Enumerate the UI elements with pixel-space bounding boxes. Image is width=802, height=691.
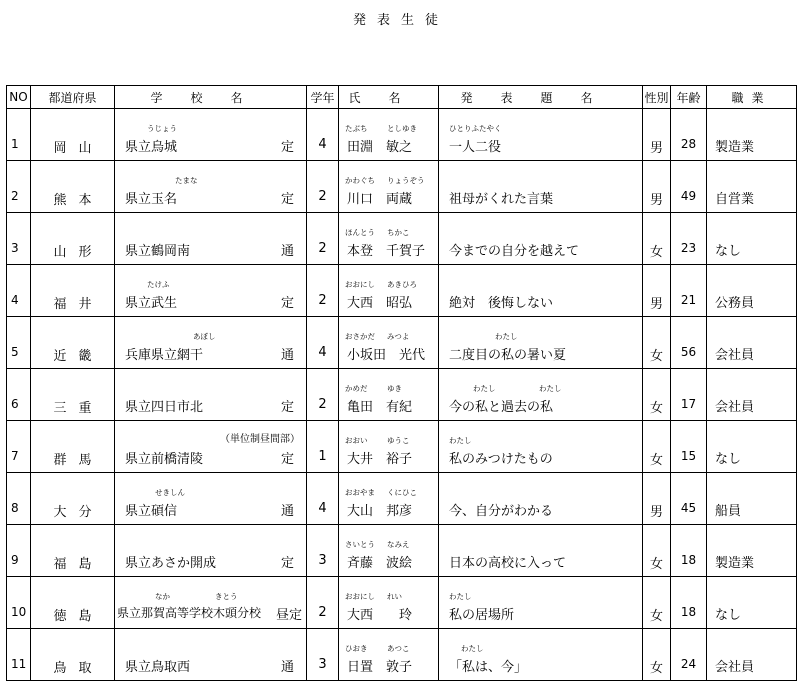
row-course: 定 (280, 192, 294, 207)
table-row (7, 525, 797, 577)
row-topic: 祖母がくれた言葉 (449, 192, 554, 207)
school-ruby: せきしん (155, 488, 185, 497)
row-name: 日置 敦子 (347, 660, 413, 675)
row-topic: 私の居場所 (449, 608, 515, 623)
school-ruby: あぼし (193, 332, 216, 341)
header-topic: 発表題名 (439, 86, 643, 109)
table-row (7, 265, 797, 317)
name-ruby-given: あつこ (387, 644, 410, 653)
row-name: 川口 両蔵 (347, 192, 413, 207)
page-title: 発表生徒 (352, 13, 449, 28)
name-ruby-family: ひおき (345, 644, 368, 653)
row-grade: 4 (318, 501, 327, 516)
name-ruby-family: おおい (345, 436, 368, 445)
row-job: 会社員 (715, 400, 755, 415)
row-school: 県立烏城 (125, 140, 178, 155)
row-course: 定 (280, 296, 294, 311)
school-ruby: なか (155, 592, 170, 601)
row-job: なし (715, 452, 742, 467)
row-no: 1 (11, 137, 19, 151)
name-ruby-given: みつよ (387, 332, 410, 341)
row-no: 3 (11, 241, 19, 255)
header-sex: 性別 (643, 86, 671, 109)
row-grade: 4 (318, 345, 327, 360)
row-prefecture: 岡山 (53, 141, 104, 156)
row-age: 45 (680, 501, 697, 515)
row-sex: 女 (649, 661, 663, 676)
name-ruby-family: かわぐち (345, 176, 375, 185)
row-name: 亀田 有紀 (347, 400, 413, 415)
school-ruby: たけふ (147, 280, 170, 289)
row-age: 15 (680, 449, 697, 463)
name-ruby-given: ちかこ (387, 228, 410, 237)
row-school: 県立あさか開成 (125, 556, 217, 571)
row-name: 大井 裕子 (347, 452, 413, 467)
row-no: 6 (11, 397, 19, 411)
row-prefecture: 近畿 (53, 349, 104, 364)
row-sex: 男 (649, 297, 663, 312)
row-grade: 3 (318, 657, 327, 672)
name-ruby-given: れい (387, 592, 402, 601)
row-course: 定 (280, 556, 294, 571)
row-topic: 「私は、今」 (449, 660, 528, 675)
row-prefecture: 徳島 (53, 609, 104, 624)
table-row (7, 473, 797, 525)
row-grade: 2 (318, 397, 327, 412)
row-job: なし (715, 608, 742, 623)
name-ruby-given: としゆき (387, 124, 417, 133)
row-course: 定 (280, 140, 294, 155)
row-age: 21 (680, 293, 697, 307)
row-course: 通 (280, 244, 294, 259)
name-ruby-family: おおやま (345, 488, 375, 497)
row-age: 23 (680, 241, 697, 255)
row-no: 5 (11, 345, 19, 359)
row-grade: 2 (318, 189, 327, 204)
name-ruby-given: ゆき (387, 384, 402, 393)
name-ruby-family: たぶち (345, 124, 368, 133)
row-grade: 1 (318, 449, 327, 464)
row-no: 8 (11, 501, 19, 515)
row-sex: 女 (649, 557, 663, 572)
row-topic: 私のみつけたもの (449, 452, 553, 467)
row-job: 会社員 (715, 348, 755, 363)
row-sex: 女 (649, 349, 663, 364)
row-no: 10 (11, 605, 27, 619)
row-prefecture: 福島 (53, 557, 104, 572)
school-ruby-2: きとう (215, 592, 238, 601)
row-sex: 男 (649, 141, 663, 156)
school-ruby: うじょう (147, 124, 177, 133)
row-sex: 女 (649, 401, 663, 416)
row-no: 4 (11, 293, 19, 307)
row-no: 2 (11, 189, 19, 203)
row-sex: 男 (649, 505, 663, 520)
topic-ruby: わたし (461, 644, 484, 653)
row-grade: 4 (318, 137, 327, 152)
row-school: 県立玉名 (125, 192, 178, 207)
school-ruby: たまな (175, 176, 198, 185)
row-topic: 二度目の私の暑い夏 (449, 348, 567, 363)
table-row (7, 161, 797, 213)
row-age: 56 (680, 345, 697, 359)
row-school: 県立碩信 (125, 504, 178, 519)
header-prefecture: 都道府県 (31, 86, 115, 109)
row-prefecture: 鳥取 (53, 661, 104, 676)
row-topic: 日本の高校に入って (449, 556, 567, 571)
row-no: 7 (11, 449, 19, 463)
row-school: 兵庫県立網干 (125, 348, 204, 363)
topic-ruby: ひとりふたやく (449, 124, 502, 133)
row-course: 通 (280, 348, 294, 363)
students-table (6, 85, 797, 681)
row-sex: 女 (649, 453, 663, 468)
row-grade: 3 (318, 553, 327, 568)
row-sex: 女 (649, 245, 663, 260)
table-row (7, 213, 797, 265)
row-grade: 2 (318, 605, 327, 620)
row-job: なし (715, 244, 742, 259)
row-topic: 一人二役 (449, 140, 502, 155)
header-row (7, 86, 797, 109)
header-no: NO (7, 86, 31, 109)
row-topic: 今までの自分を越えて (449, 244, 580, 259)
row-age: 49 (680, 189, 697, 203)
row-no: 9 (11, 553, 19, 567)
row-school: 県立那賀高等学校木頭分校 (117, 606, 262, 620)
header-job: 職業 (707, 86, 797, 109)
name-ruby-family: ほんとう (345, 228, 375, 237)
table-row (7, 317, 797, 369)
school-note: （単位制昼間部） (220, 434, 300, 445)
row-school: 県立鳥取西 (125, 660, 191, 675)
row-name: 斉藤 波絵 (347, 556, 413, 571)
row-school: 県立前橋清陵 (125, 452, 204, 467)
row-age: 28 (680, 137, 697, 151)
row-sex: 女 (649, 609, 663, 624)
row-course: 通 (280, 660, 294, 675)
header-age: 年齢 (671, 86, 707, 109)
row-grade: 2 (318, 241, 327, 256)
row-name: 田淵 敏之 (347, 140, 413, 155)
row-job: 自営業 (715, 192, 755, 207)
row-name: 大西 昭弘 (347, 296, 413, 311)
topic-ruby: わたし (473, 384, 496, 393)
row-prefecture: 群馬 (53, 453, 104, 468)
row-school: 県立鶴岡南 (125, 244, 191, 259)
row-job: 会社員 (715, 660, 755, 675)
row-job: 製造業 (715, 556, 755, 571)
topic-ruby: わたし (449, 592, 472, 601)
row-name: 大西 玲 (347, 608, 413, 623)
header-school: 学校名 (115, 86, 307, 109)
name-ruby-family: かめだ (345, 384, 368, 393)
row-topic: 今の私と過去の私 (449, 400, 554, 415)
row-course: 昼定 (275, 608, 302, 623)
row-age: 17 (680, 397, 697, 411)
name-ruby-family: おさかだ (345, 332, 375, 341)
header-grade: 学年 (307, 86, 339, 109)
row-age: 24 (680, 657, 697, 671)
topic-ruby: わたし (495, 332, 518, 341)
row-prefecture: 大分 (53, 505, 104, 520)
name-ruby-given: ゆうこ (387, 436, 410, 445)
row-topic: 絶対 後悔しない (449, 296, 554, 311)
table-row (7, 421, 797, 473)
row-course: 定 (280, 452, 294, 467)
row-grade: 2 (318, 293, 327, 308)
name-ruby-given: あきひろ (387, 280, 417, 289)
name-ruby-given: くにひこ (387, 488, 417, 497)
table-row (7, 629, 797, 681)
row-sex: 男 (649, 193, 663, 208)
row-name: 本登 千賀子 (347, 244, 426, 259)
row-course: 通 (280, 504, 294, 519)
row-school: 県立武生 (125, 296, 178, 311)
name-ruby-given: りょうぞう (387, 176, 425, 185)
row-topic: 今、自分がわかる (449, 504, 554, 519)
row-age: 18 (680, 605, 697, 619)
row-name: 大山 邦彦 (347, 504, 413, 519)
row-job: 製造業 (715, 140, 755, 155)
header-name: 氏名 (339, 86, 439, 109)
name-ruby-given: なみえ (387, 540, 410, 549)
row-prefecture: 三重 (53, 401, 104, 416)
row-prefecture: 山形 (53, 245, 104, 260)
row-job: 公務員 (715, 296, 755, 311)
row-school: 県立四日市北 (125, 400, 204, 415)
row-name: 小坂田 光代 (347, 348, 426, 363)
row-no: 11 (11, 657, 27, 671)
topic-ruby: わたし (449, 436, 472, 445)
table-row (7, 577, 797, 629)
name-ruby-family: おおにし (345, 280, 375, 289)
topic-ruby-2: わたし (539, 384, 562, 393)
table-row (7, 109, 797, 161)
row-prefecture: 熊本 (53, 193, 104, 208)
row-prefecture: 福井 (53, 297, 104, 312)
row-age: 18 (680, 553, 697, 567)
row-course: 定 (280, 400, 294, 415)
table-row (7, 369, 797, 421)
row-job: 船員 (715, 504, 742, 519)
name-ruby-family: さいとう (345, 540, 375, 549)
name-ruby-family: おおにし (345, 592, 375, 601)
